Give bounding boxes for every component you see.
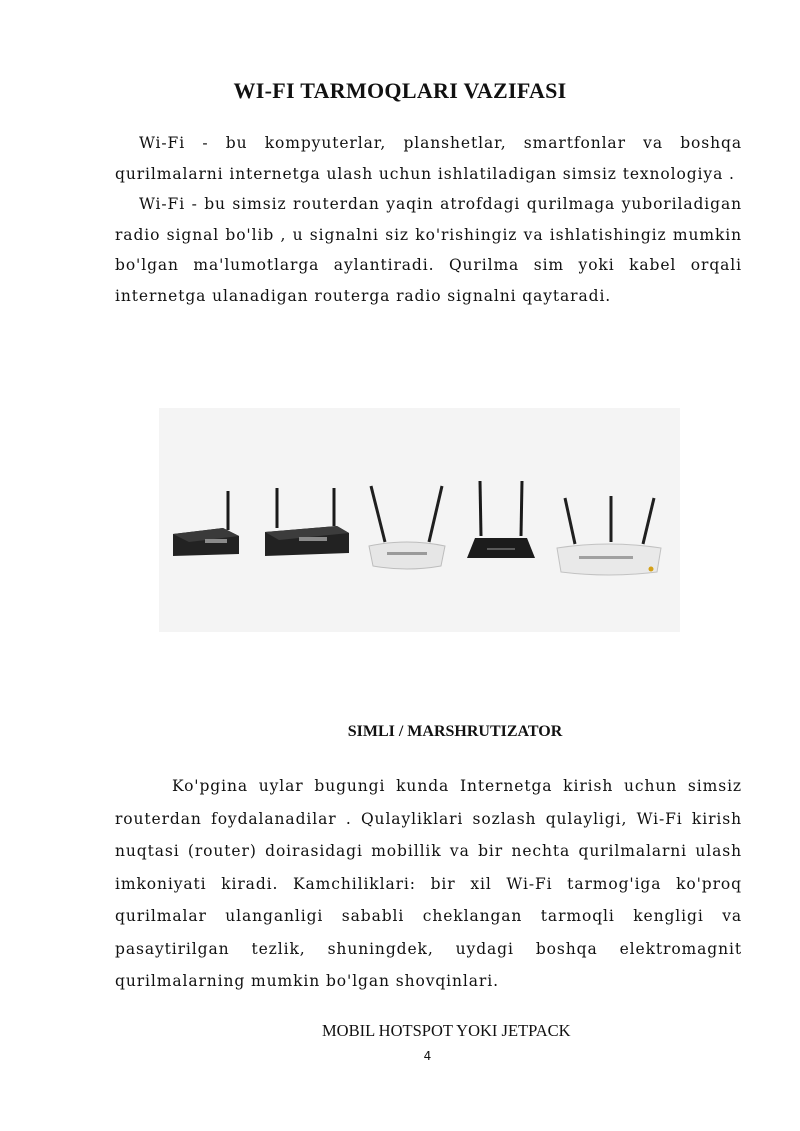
page-number: 4 bbox=[423, 1049, 432, 1063]
paragraph-wifi-definition: Wi-Fi - bu kompyuterlar, planshetlar, smartfonlar va boshqa qurilmalarni internetga ulash uchun ishlatiladigan simsiz texnologiya . bbox=[115, 134, 742, 183]
router-black-dual-antenna-icon bbox=[467, 481, 535, 558]
routers-photo bbox=[159, 408, 680, 632]
paragraph-wireless-router: Ko'pgina uylar bugungi kunda Internetga kirish uchun simsiz routerdan foydalanadilar . Qulayliklari sozlash qulayligi, Wi-Fi kirish nuqtasi (router) doirasidagi mobillik va bir nechta qurilmalarni ulash imkoniyati kiradi. Kamchiliklari: bir xil Wi-Fi tarmog'iga ko'proq qurilmalar ulanganligi sababli cheklangan tarmoqli kengligi va pasaytirilgan tezlik, shuningdek, uydagi boshqa elektromagnit qurilmalarning mumkin bo'lgan shovqinlari. bbox=[115, 777, 742, 990]
section-heading: SIMLI / MARSHRUTIZATOR bbox=[347, 723, 563, 740]
router-white-dual-antenna-icon bbox=[369, 486, 445, 569]
paragraph-wifi-signal: Wi-Fi - bu simsiz routerdan yaqin atrofdagi qurilmaga yuboriladigan radio signal bo'lib , u signalni siz ko'rishingiz va ishlatishingiz mumkin bo'lgan ma'lumotlarga aylantiradi. Qurilma sim yoki kabel orqali internetga ulanadigan routerga radio signalni qaytaradi. bbox=[115, 195, 742, 305]
routers-illustration bbox=[159, 408, 680, 632]
router-white-triple-antenna-icon bbox=[557, 496, 661, 575]
page-title: WI-FI TARMOQLARI VAZIFASI bbox=[233, 78, 567, 103]
next-section-heading: MOBIL HOTSPOT YOKI JETPACK bbox=[322, 1021, 571, 1040]
router-dark-single-antenna-icon bbox=[173, 491, 239, 556]
router-dark-dual-antenna-icon bbox=[265, 488, 349, 556]
